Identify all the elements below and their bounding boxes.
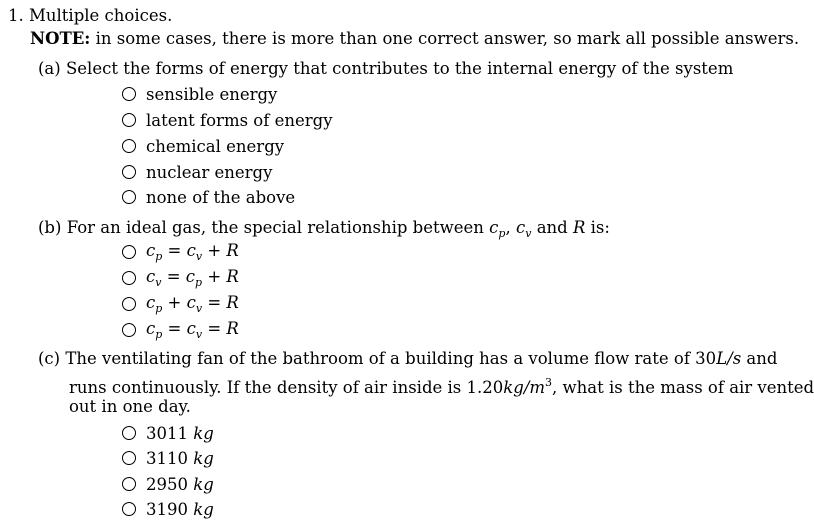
radio-button[interactable] [122,323,136,337]
option-label: 3110 kg [146,448,214,468]
part-c-label: (c) [38,349,61,368]
option-label: latent forms of energy [146,110,333,130]
option-label: 3190 kg [146,499,214,519]
part-c-question-line-1: (c) The ventilating fan of the bathroom of a building has a volume flow rate of 30L/s and [38,349,778,368]
part-b-option-1[interactable] [122,241,239,263]
radio-button[interactable] [122,190,136,204]
radio-button[interactable] [122,451,136,465]
part-b-option-3[interactable] [122,293,239,315]
note [30,28,799,50]
option-equation: $c_p = c_v + R$ [146,241,239,263]
radio-button[interactable] [122,502,136,516]
radio-button[interactable] [122,165,136,179]
radio-button[interactable] [122,245,136,259]
part-b-option-2[interactable] [122,267,239,289]
question-title: Multiple choices. [29,6,173,25]
option-equation: $c_v = c_p + R$ [146,267,239,289]
part-c-option-2[interactable] [122,447,214,469]
part-c-question-line-2: runs continuously. If the density of air inside is $1.20kg/m^3$, what is the mass of air vented [69,376,814,397]
part-b-text: For an ideal gas, the special relationship between [66,218,484,237]
option-label: 2950 kg [146,474,214,494]
part-b-question: (b) For an ideal gas, the special relationship between $c_p$, $c_v$ and R is: [38,218,610,240]
option-label: chemical energy [146,136,285,156]
part-a-text: Select the forms of energy that contributes to the internal energy of the system [65,59,734,78]
part-c-option-3[interactable] [122,473,214,495]
part-a-option-4[interactable] [122,161,272,183]
part-c-option-1[interactable] [122,422,214,444]
part-a-option-3[interactable] [122,135,284,157]
note-label: NOTE: [30,29,91,48]
part-b-option-4[interactable] [122,319,239,341]
option-label: sensible energy [146,84,278,104]
option-label: nuclear energy [146,162,273,182]
radio-button[interactable] [122,477,136,491]
part-a-option-2[interactable] [122,109,333,131]
note-text: in some cases, there is more than one correct answer, so mark all possible answers. [95,29,800,48]
radio-button[interactable] [122,139,136,153]
part-a-option-1[interactable] [122,83,277,105]
part-c-option-4[interactable] [122,498,214,520]
part-a-question [38,58,733,80]
option-label: none of the above [146,187,296,207]
option-equation: $c_p + c_v = R$ [146,293,239,315]
part-a-label: (a) [38,59,61,78]
part-b-label: (b) [38,218,62,237]
radio-button[interactable] [122,271,136,285]
part-a-option-5[interactable] [122,186,295,208]
radio-button[interactable] [122,113,136,127]
option-label: 3011 kg [146,423,214,443]
radio-button[interactable] [122,87,136,101]
question-header [8,5,172,27]
question-number: 1. [8,6,24,25]
radio-button[interactable] [122,297,136,311]
radio-button[interactable] [122,426,136,440]
option-equation: $c_p = c_v = R$ [146,319,239,341]
part-c-question-line-3: out in one day. [69,397,191,416]
